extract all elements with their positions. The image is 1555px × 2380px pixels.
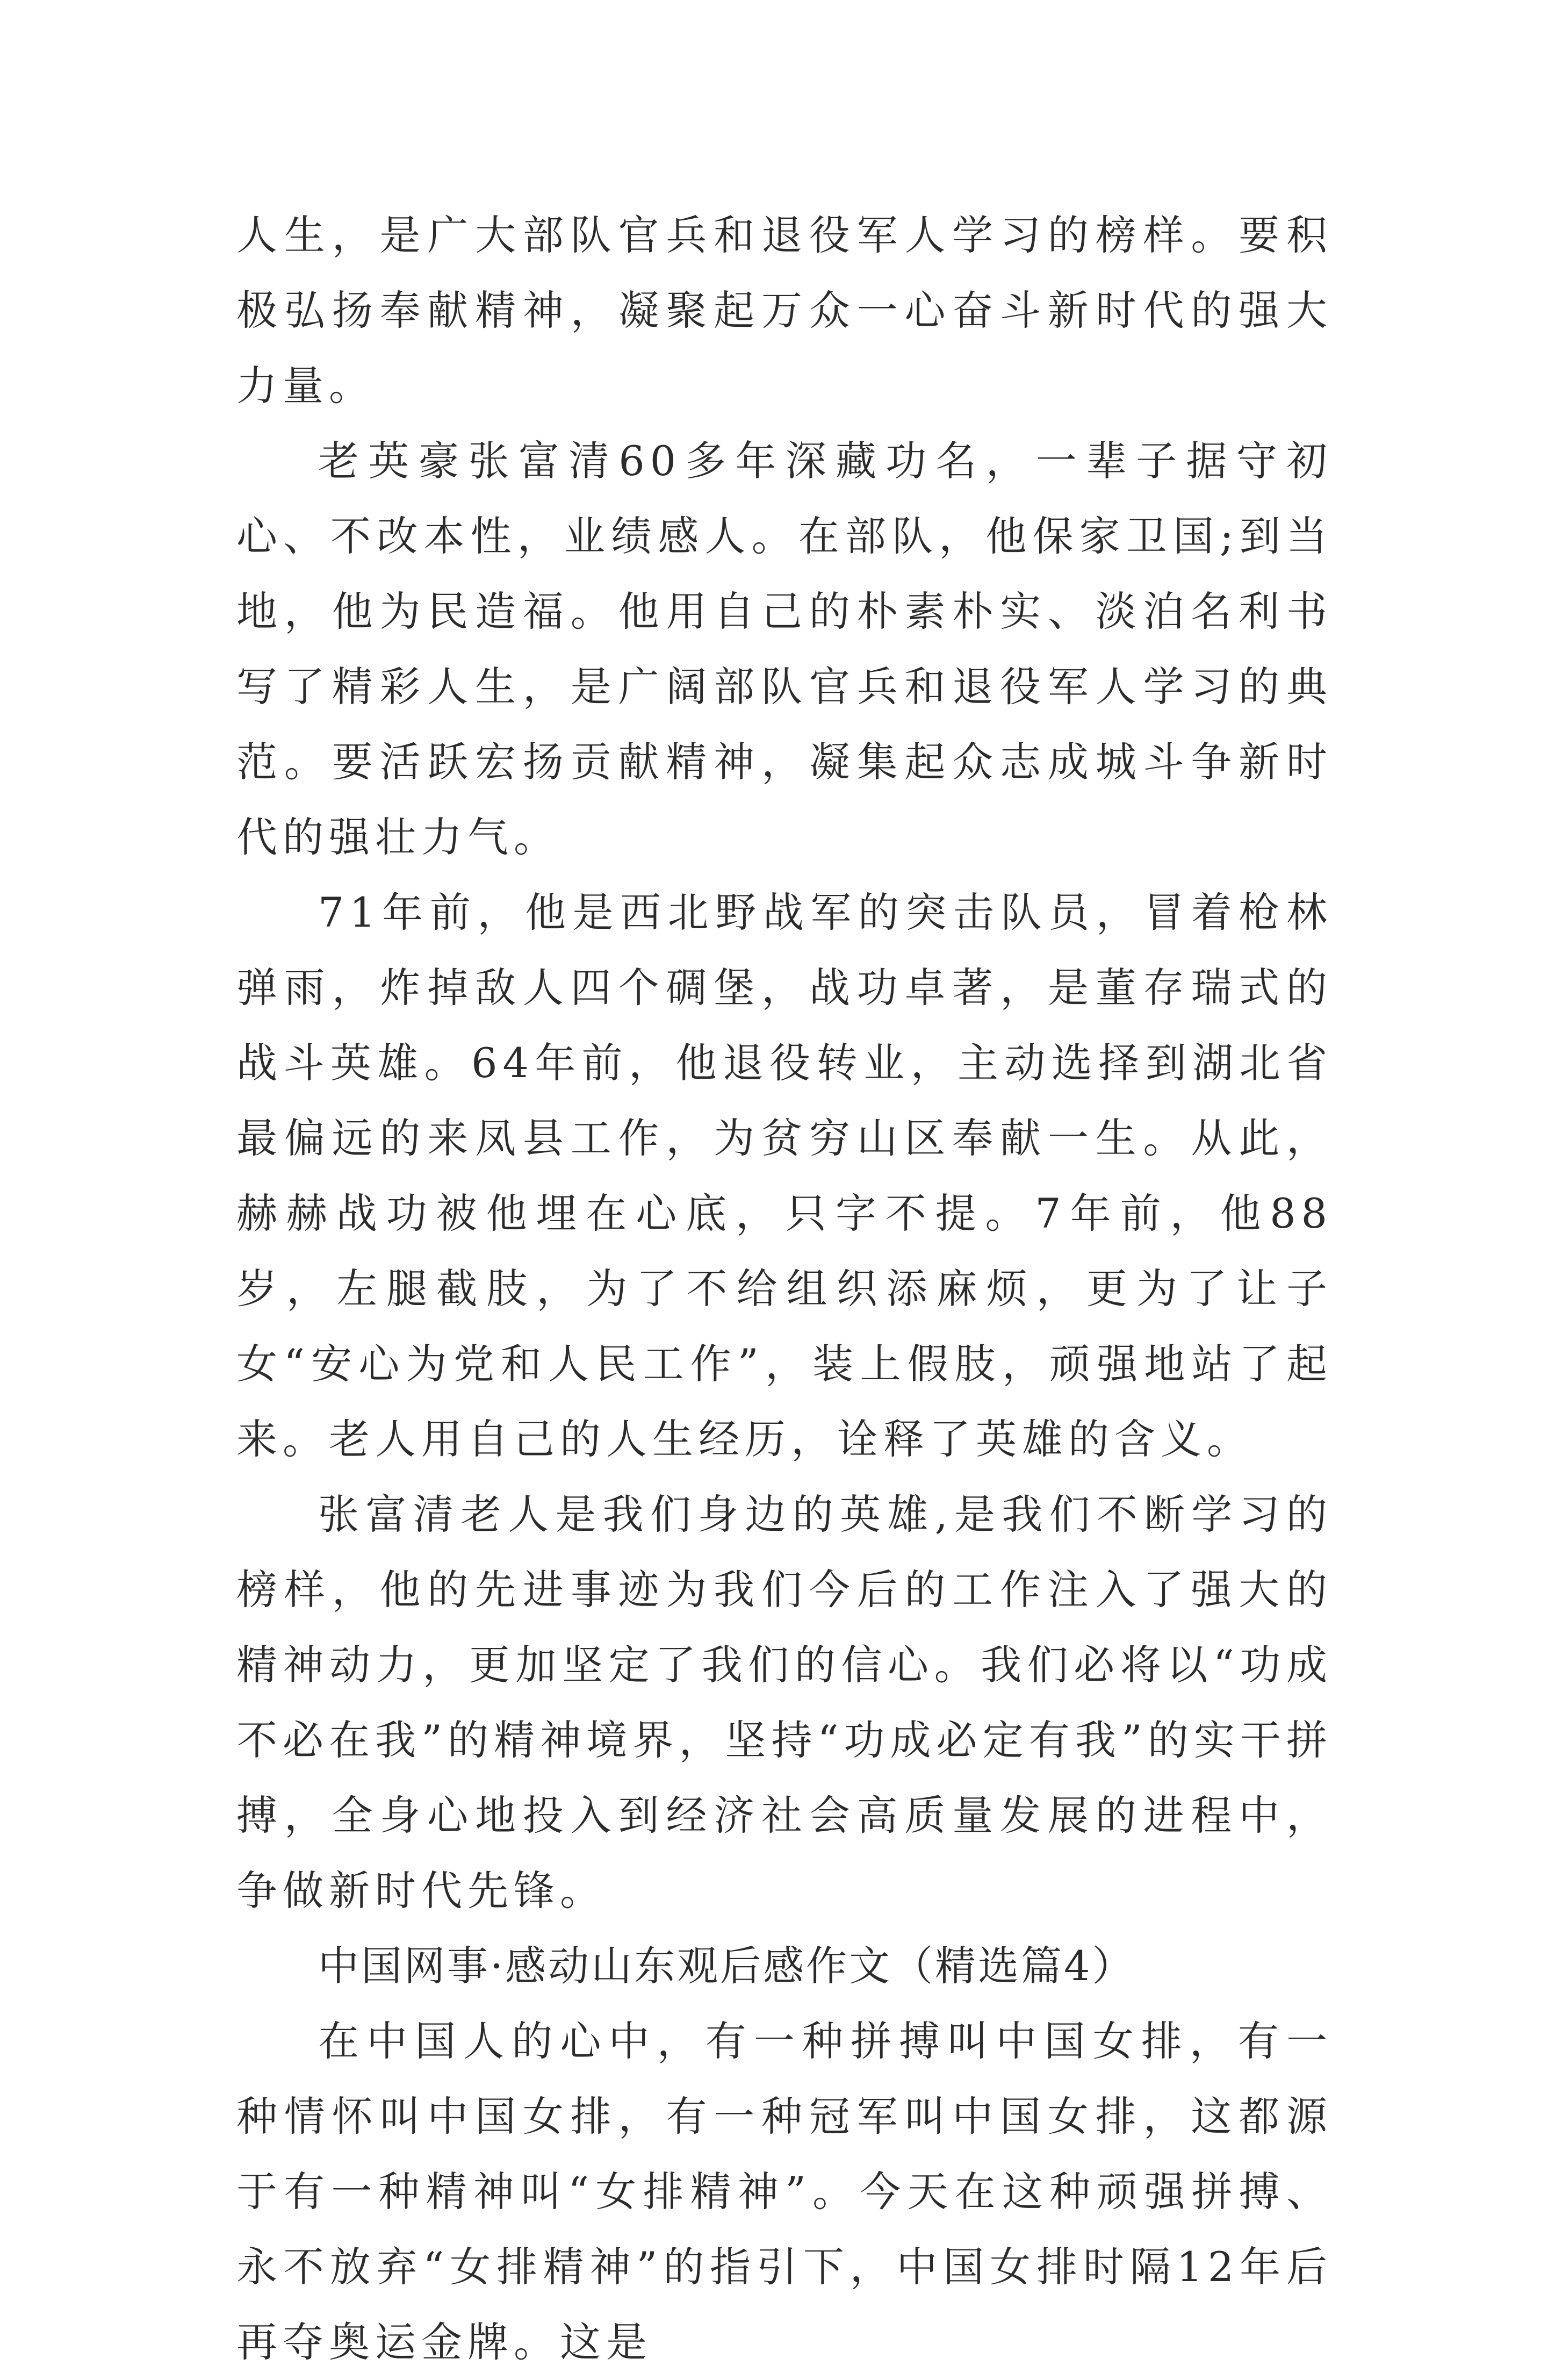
paragraph-war-history: 71年前，他是西北野战军的突击队员，冒着枪林弹雨，炸掉敌人四个碉堡，战功卓著，是董存瑞式的战斗英雄。64年前，他退役转业，主动选择到湖北省最偏远的来凤县工作，为贫穷山区奉献一生。从此，赫赫战功被他埋在心底，只字不提。7年前，他88岁，左腿截肢，为了不给组织添麻烦，更为了让子女“安心为党和人民工作”，装上假肢，顽强地站了起来。老人用自己的人生经历，诠释了英雄的含义。: [236, 888, 1333, 1463]
paragraph-continuation: 人生，是广大部队官兵和退役军人学习的榜样。要积极弘扬奉献精神，凝聚起万众一心奋斗新时代的强大力量。: [236, 211, 1333, 410]
section-heading: 中国网事·感动山东观后感作文（精选篇4）: [318, 1942, 1135, 1990]
paragraph-zhang-fuqing-hero: 老英豪张富清60多年深藏功名，一辈子据守初心、不改本性，业绩感人。在部队，他保家卫国;到当地，他为民造福。他用自己的朴素朴实、淡泊名利书写了精彩人生，是广阔部队官兵和退役军人学习的典范。要活跃宏扬贡献精神，凝集起众志成城斗争新时代的强壮力气。: [236, 437, 1333, 861]
document-body: [236, 198, 1333, 2380]
paragraph-role-model: 张富清老人是我们身边的英雄,是我们不断学习的榜样，他的先进事迹为我们今后的工作注入了强大的精神动力，更加坚定了我们的信心。我们必将以“功成不必在我”的精神境界，坚持“功成必定有我”的实干拼搏，全身心地投入到经济社会高质量发展的进程中，争做新时代先锋。: [236, 1490, 1333, 1915]
paragraph-women-volleyball: 在中国人的心中，有一种拼搏叫中国女排，有一种情怀叫中国女排，有一种冠军叫中国女排，这都源于有一种精神叫“女排精神”。今天在这种顽强拼搏、永不放弃“女排精神”的指引下，中国女排时隔12年后再夺奥运金牌。这是: [236, 2017, 1333, 2366]
